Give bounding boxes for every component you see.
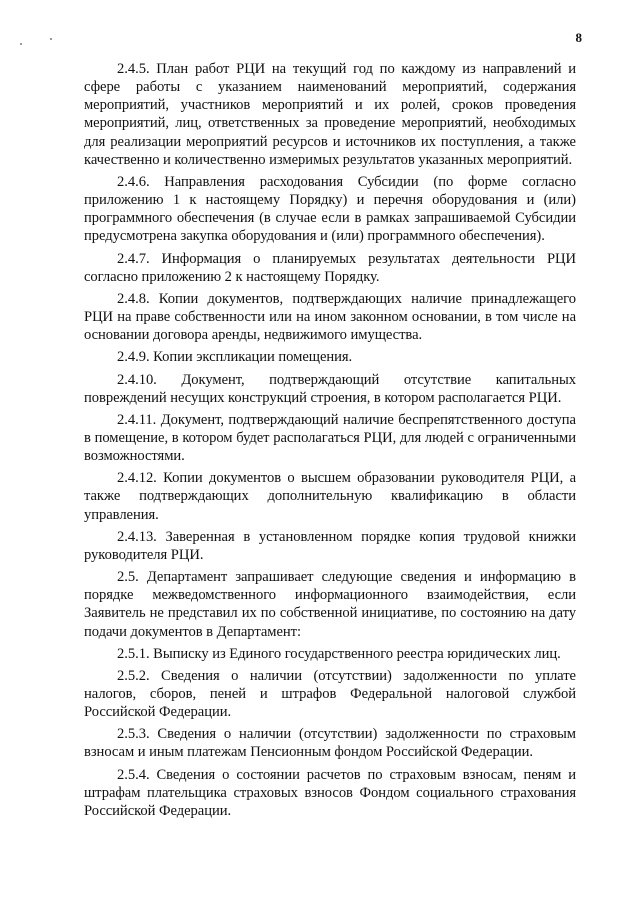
scan-artifact-dot bbox=[20, 43, 22, 45]
paragraph-2-4-11: 2.4.11. Документ, подтверждающий наличие беспрепятственного доступа в помещение, в котором будет располагаться РЦИ, для людей с ограниченными возможностями. bbox=[84, 411, 576, 465]
paragraph-2-4-7: 2.4.7. Информация о планируемых результатах деятельности РЦИ согласно приложению 2 к настоящему Порядку. bbox=[84, 250, 576, 285]
paragraph-2-5-1: 2.5.1. Выписку из Единого государственного реестра юридических лиц. bbox=[117, 645, 561, 662]
paragraph-2-4-10: 2.4.10. Документ, подтверждающий отсутствие капитальных повреждений несущих конструкций строения, в котором располагается РЦИ. bbox=[84, 371, 576, 406]
paragraph-2-4-6: 2.4.6. Направления расходования Субсидии (по форме согласно приложению 1 к настоящему Порядку) и перечня оборудования и (или) программного обеспечения (в случае если в рамках запрашиваемой Субсидии предусмотрена закупка оборудования и (или) программного обеспечения). bbox=[84, 173, 576, 245]
scan-artifact-dot bbox=[50, 38, 52, 40]
paragraph-2-5-4: 2.5.4. Сведения о состоянии расчетов по страховым взносам, пеням и штрафам плательщика страховых взносов Фондом социального страхования Российской Федерации. bbox=[84, 766, 576, 819]
paragraph-2-4-12: 2.4.12. Копии документов о высшем образовании руководителя РЦИ, а также подтверждающих дополнительную квалификацию в области управления. bbox=[84, 470, 576, 523]
paragraph-2-5: 2.5. Департамент запрашивает следующие сведения и информацию в порядке межведомственного информационного взаимодействия, если Заявитель не представил их по собственной инициативе, по состоянию на дату подачи документов в Департамент: bbox=[84, 569, 576, 640]
paragraph-2-5-2: 2.5.2. Сведения о наличии (отсутствии) задолженности по уплате налогов, сборов, пеней и штрафов Федеральной налоговой службой Российской Федерации. bbox=[84, 667, 576, 721]
document-body bbox=[84, 60, 576, 824]
paragraph-2-4-9: 2.4.9. Копии экспликации помещения. bbox=[117, 349, 353, 366]
paragraph-2-4-8: 2.4.8. Копии документов, подтверждающих наличие принадлежащего РЦИ на праве собственности или на ином законном основании, в том числе на основании договора аренды, недвижимого имущества. bbox=[84, 290, 576, 344]
paragraph-2-4-5: 2.4.5. План работ РЦИ на текущий год по каждому из направлений и сфере работы с указанием наименований мероприятий, содержания мероприятий, участников мероприятий и их ролей, сроков проведения мероприятий, лиц, ответственных за проведение мероприятий, необходимых для реализации мероприятий ресурсов и источников их поступления, а также качественно и количественно измеримых результатов указанных мероприятий. bbox=[84, 61, 576, 168]
paragraph-2-5-3: 2.5.3. Сведения о наличии (отсутствии) задолженности по страховым взносам и иным платежам Пенсионным фондом Российской Федерации. bbox=[84, 726, 576, 761]
page-number: 8 bbox=[575, 30, 582, 45]
paragraph-2-4-13: 2.4.13. Заверенная в установленном порядке копия трудовой книжки руководителя РЦИ. bbox=[84, 528, 576, 563]
